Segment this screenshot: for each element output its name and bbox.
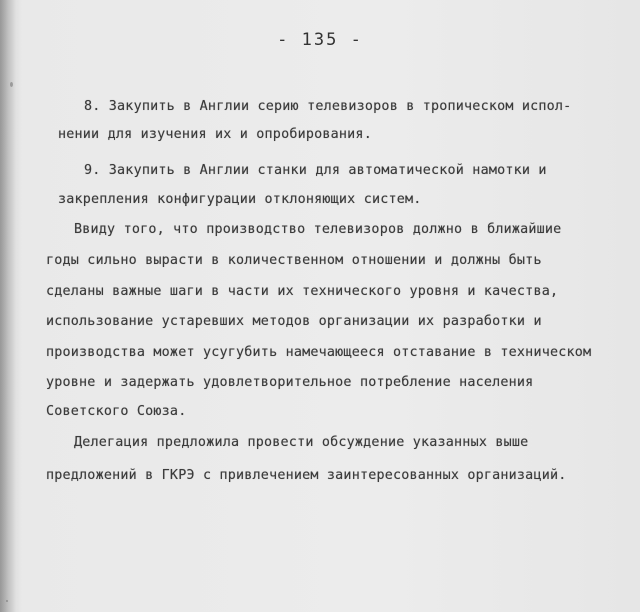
- paper-speck: [10, 82, 13, 87]
- text-line: 9. Закупить в Англии станки для автоматической намотки и: [84, 163, 547, 178]
- text-line: Делегация предложила провести обсуждение указанных выше: [74, 435, 529, 450]
- text-line: использование устаревших методов организации их разработки и: [46, 314, 542, 329]
- text-line: 8. Закупить в Англии серию телевизоров в тропическом испол-: [84, 99, 572, 114]
- text-line: годы сильно вырасти в количественном отношении и должны быть: [46, 253, 542, 268]
- text-line: нении для изучения их и опробирования.: [58, 127, 372, 142]
- text-line: уровне и задержать удовлетворительное потребление населения: [46, 375, 534, 390]
- text-line: Ввиду того, что производство телевизоров должно в ближайшие: [74, 222, 562, 237]
- text-line: производства может усугубить намечающееся отставание в техническом: [46, 345, 592, 360]
- page-number: - 135 -: [277, 30, 363, 50]
- text-line: Советского Союза.: [46, 404, 187, 419]
- paper-speck: [6, 600, 8, 602]
- text-line: закрепления конфигурации отклоняющих систем.: [58, 192, 422, 207]
- text-line: предложений в ГКРЭ с привлечением заинтересованных организаций.: [46, 468, 567, 483]
- text-line: сделаны важные шаги в части их технического уровня и качества,: [46, 284, 559, 299]
